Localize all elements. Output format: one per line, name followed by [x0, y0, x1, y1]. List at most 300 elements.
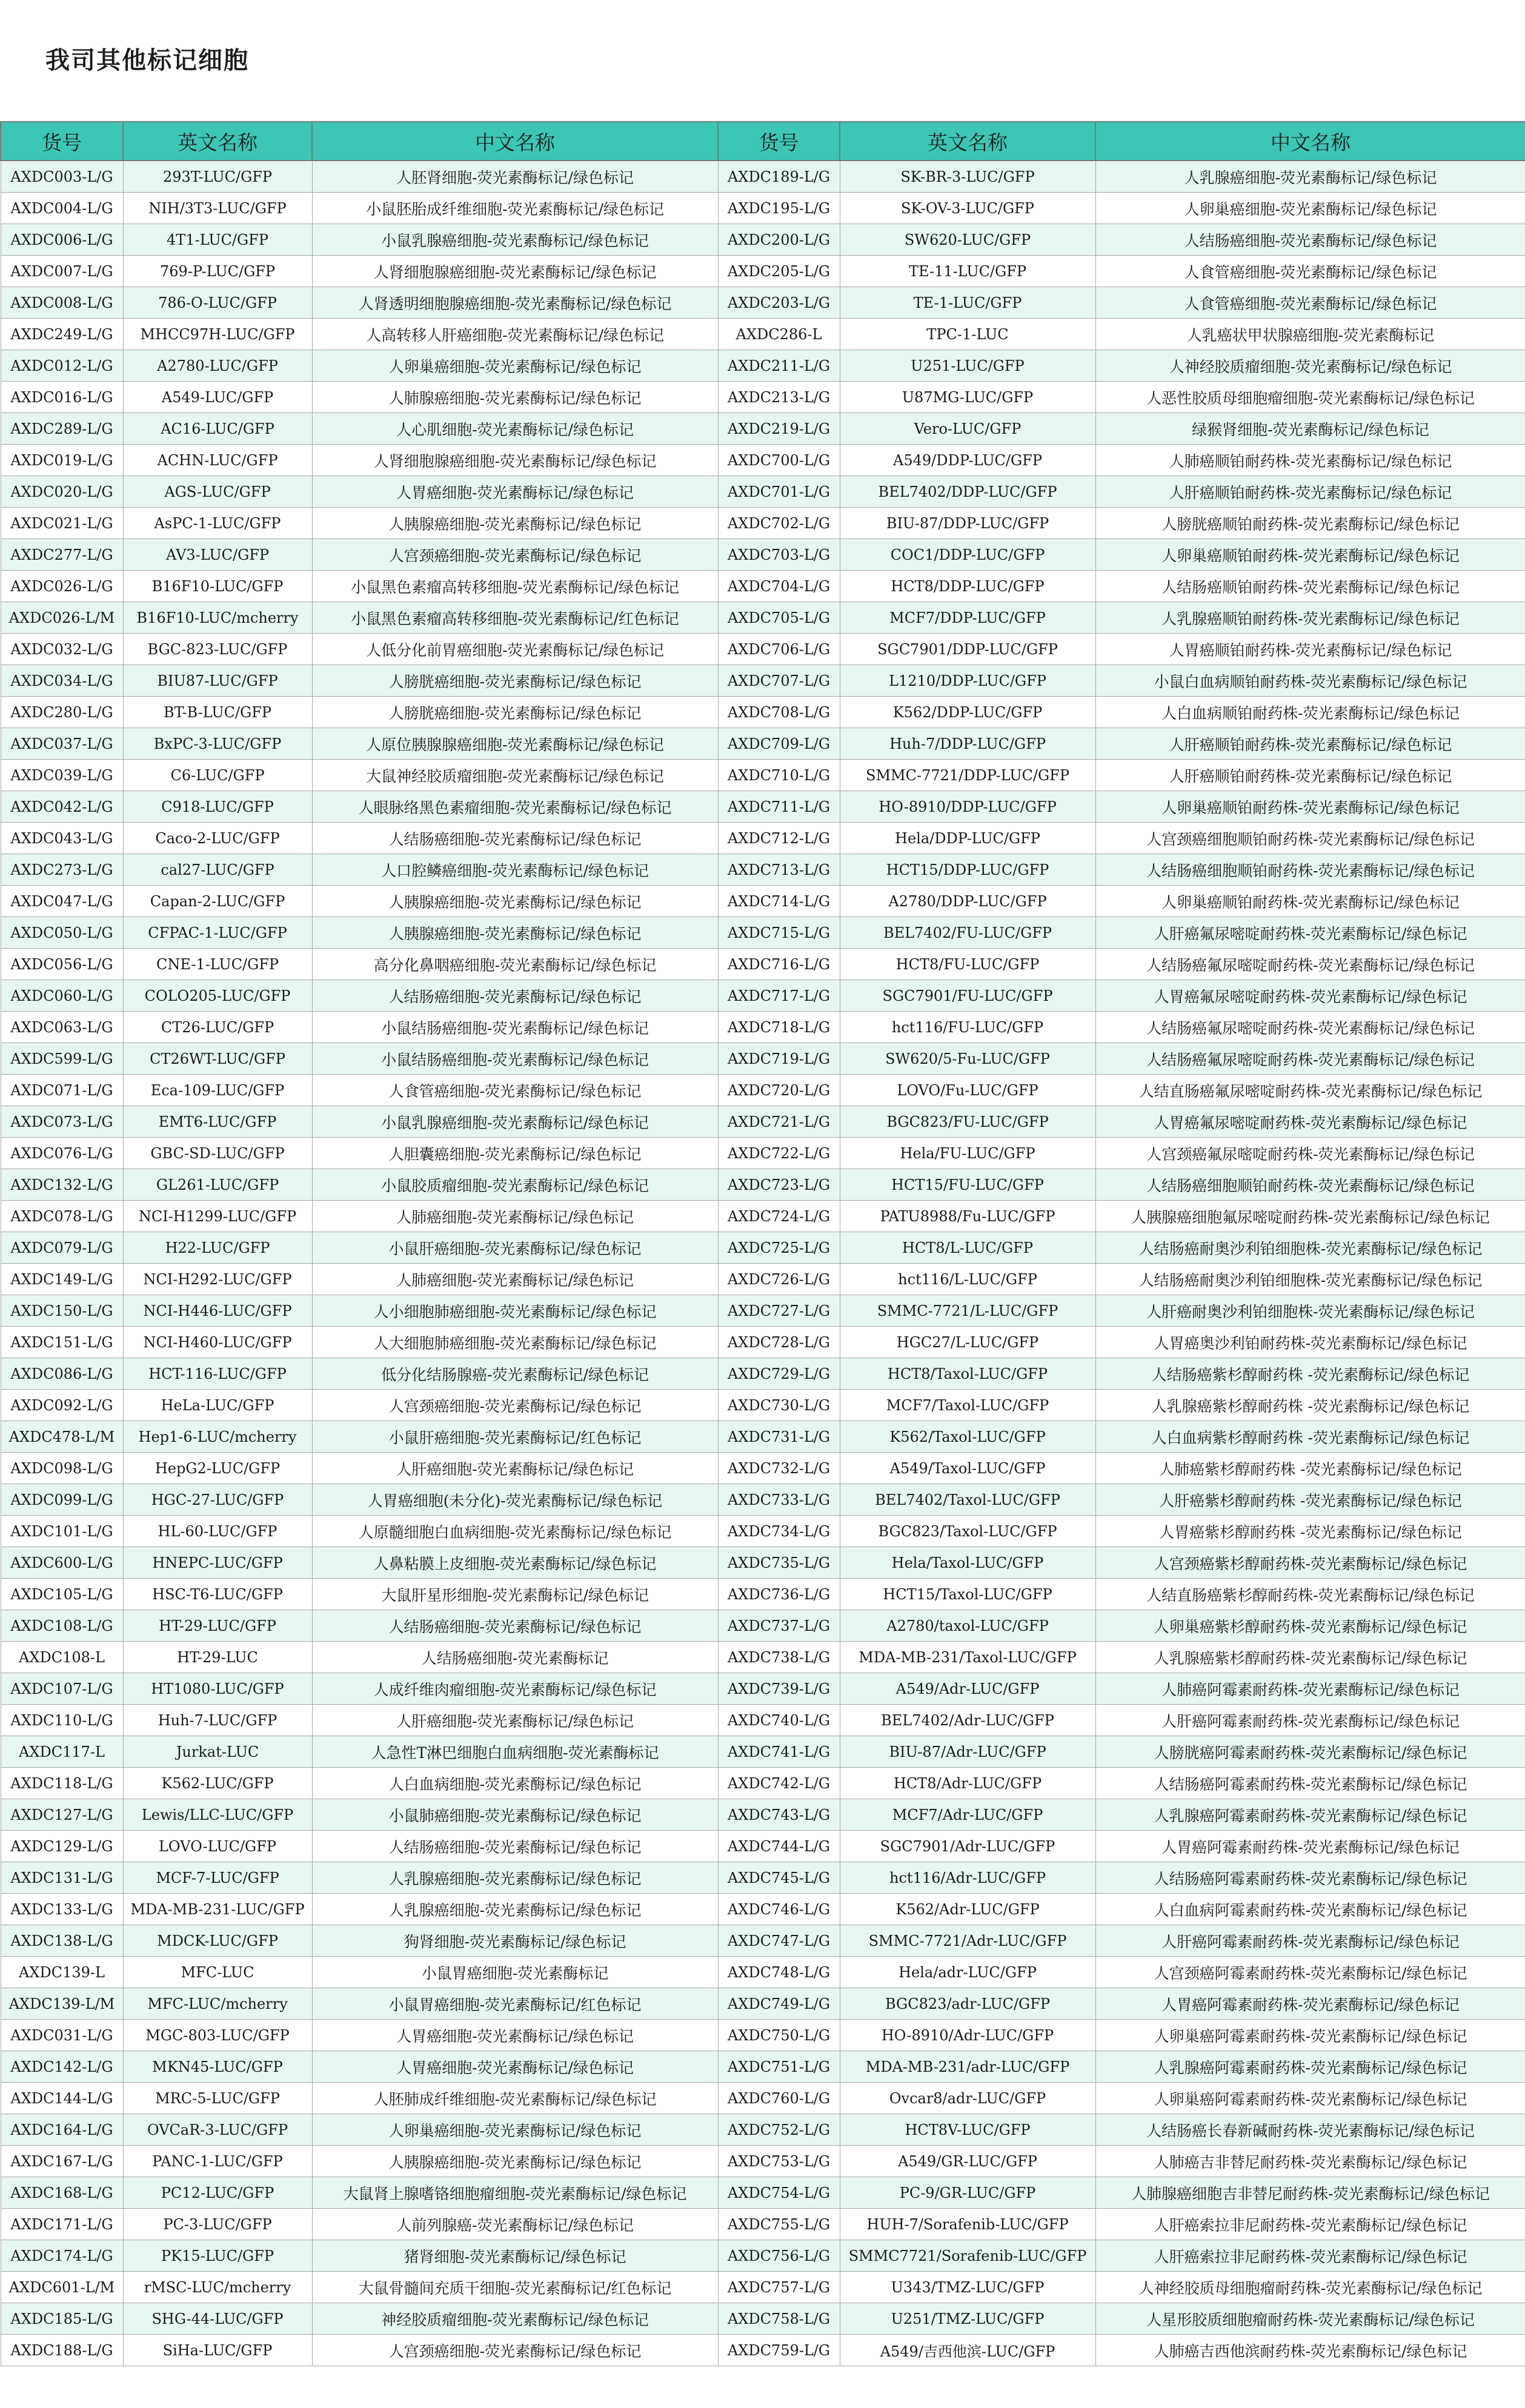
catalog-no-cell: AXDC098-L/G [1, 1453, 123, 1484]
chinese-name-cell: 小鼠黑色素瘤高转移细胞-荧光素酶标记/红色标记 [312, 602, 718, 634]
chinese-name-cell: 人卵巢癌细胞-荧光素酶标记/绿色标记 [312, 2114, 718, 2146]
english-name-cell: B16F10-LUC/mcherry [123, 602, 312, 634]
chinese-name-cell: 人原髓细胞白血病细胞-荧光素酶标记/绿色标记 [312, 1516, 718, 1547]
catalog-no-cell: AXDC205-L/G [718, 256, 840, 287]
chinese-name-cell: 人乳腺癌细胞-荧光素酶标记/绿色标记 [312, 1894, 718, 1925]
chinese-name-cell: 人结肠癌耐奥沙利铂细胞株-荧光素酶标记/绿色标记 [1095, 1232, 1525, 1264]
chinese-name-cell: 人白血病紫杉醇耐药株 -荧光素酶标记/绿色标记 [1095, 1421, 1525, 1453]
chinese-name-cell: 人胃癌细胞(未分化)-荧光素酶标记/绿色标记 [312, 1484, 718, 1516]
english-name-cell: HUH-7/Sorafenib-LUC/GFP [840, 2209, 1095, 2240]
table-row [1, 1516, 1525, 1547]
table-row [1, 1673, 1525, 1705]
english-name-cell: C6-LUC/GFP [123, 760, 312, 791]
english-name-cell: AsPC-1-LUC/GFP [123, 508, 312, 539]
chinese-name-cell: 人宫颈癌细胞-荧光素酶标记/绿色标记 [312, 1390, 718, 1421]
english-name-cell: HCT8V-LUC/GFP [840, 2114, 1095, 2146]
english-name-cell: cal27-LUC/GFP [123, 854, 312, 886]
english-name-cell: HCT15/FU-LUC/GFP [840, 1169, 1095, 1201]
english-name-cell: SW620/5-Fu-LUC/GFP [840, 1043, 1095, 1075]
catalog-no-cell: AXDC745-L/G [718, 1862, 840, 1894]
chinese-name-cell: 人膀胱癌阿霉素耐药株-荧光素酶标记/绿色标记 [1095, 1736, 1525, 1768]
catalog-no-cell: AXDC108-L/G [1, 1610, 123, 1642]
chinese-name-cell: 人卵巢癌紫杉醇耐药株-荧光素酶标记/绿色标记 [1095, 1610, 1525, 1642]
catalog-no-cell: AXDC733-L/G [718, 1484, 840, 1516]
catalog-no-cell: AXDC020-L/G [1, 476, 123, 508]
english-name-cell: HeLa-LUC/GFP [123, 1390, 312, 1421]
english-name-cell: SHG-44-LUC/GFP [123, 2303, 312, 2335]
catalog-no-cell: AXDC727-L/G [718, 1295, 840, 1327]
chinese-name-cell: 人宫颈癌氟尿嘧啶耐药株-荧光素酶标记/绿色标记 [1095, 1138, 1525, 1169]
chinese-name-cell: 人膀胱癌细胞-荧光素酶标记/绿色标记 [312, 697, 718, 728]
page-title: 我司其他标记细胞 [45, 47, 249, 75]
table-row [1, 886, 1525, 917]
catalog-no-cell: AXDC063-L/G [1, 1012, 123, 1043]
english-name-cell: MHCC97H-LUC/GFP [123, 319, 312, 350]
chinese-name-cell: 人神经胶质母细胞瘤耐药株-荧光素酶标记/绿色标记 [1095, 2272, 1525, 2303]
catalog-no-cell: AXDC167-L/G [1, 2146, 123, 2177]
chinese-name-cell: 人结肠癌细胞-荧光素酶标记/绿色标记 [312, 1610, 718, 1642]
catalog-no-cell: AXDC164-L/G [1, 2114, 123, 2146]
english-name-cell: HCT15/Taxol-LUC/GFP [840, 1579, 1095, 1610]
header-catalog-no-left: 货号 [1, 122, 123, 161]
english-name-cell: MCF-7-LUC/GFP [123, 1862, 312, 1894]
catalog-no-cell: AXDC107-L/G [1, 1673, 123, 1705]
chinese-name-cell: 人肺癌阿霉素耐药株-荧光素酶标记/绿色标记 [1095, 1673, 1525, 1705]
catalog-no-cell: AXDC722-L/G [718, 1138, 840, 1169]
chinese-name-cell: 人肺腺癌细胞-荧光素酶标记/绿色标记 [312, 382, 718, 413]
chinese-name-cell: 人胰腺癌细胞氟尿嘧啶耐药株-荧光素酶标记/绿色标记 [1095, 1201, 1525, 1232]
chinese-name-cell: 人白血病细胞-荧光素酶标记/绿色标记 [312, 1768, 718, 1799]
english-name-cell: CNE-1-LUC/GFP [123, 949, 312, 980]
english-name-cell: HCT8/FU-LUC/GFP [840, 949, 1095, 980]
english-name-cell: AC16-LUC/GFP [123, 413, 312, 445]
chinese-name-cell: 人结肠癌细胞-荧光素酶标记/绿色标记 [1095, 224, 1525, 256]
chinese-name-cell: 人小细胞肺癌细胞-荧光素酶标记/绿色标记 [312, 1295, 718, 1327]
catalog-no-cell: AXDC716-L/G [718, 949, 840, 980]
header-chinese-name-left: 中文名称 [312, 122, 718, 161]
table-row [1, 224, 1525, 256]
catalog-no-cell: AXDC756-L/G [718, 2240, 840, 2272]
catalog-no-cell: AXDC150-L/G [1, 1295, 123, 1327]
chinese-name-cell: 人肺癌吉西他滨耐药株-荧光素酶标记/绿色标记 [1095, 2335, 1525, 2366]
chinese-name-cell: 人神经胶质瘤细胞-荧光素酶标记/绿色标记 [1095, 350, 1525, 382]
catalog-no-cell: AXDC039-L/G [1, 760, 123, 791]
english-name-cell: SGC7901/Adr-LUC/GFP [840, 1831, 1095, 1862]
catalog-no-cell: AXDC705-L/G [718, 602, 840, 634]
chinese-name-cell: 人胃癌阿霉素耐药株-荧光素酶标记/绿色标记 [1095, 1831, 1525, 1862]
english-name-cell: 769-P-LUC/GFP [123, 256, 312, 287]
table-row [1, 319, 1525, 350]
catalog-no-cell: AXDC706-L/G [718, 634, 840, 665]
table-header-row [1, 122, 1525, 161]
table-row [1, 1736, 1525, 1768]
catalog-no-cell: AXDC736-L/G [718, 1579, 840, 1610]
table-row [1, 287, 1525, 319]
chinese-name-cell: 人大细胞肺癌细胞-荧光素酶标记/绿色标记 [312, 1327, 718, 1358]
catalog-no-cell: AXDC732-L/G [718, 1453, 840, 1484]
chinese-name-cell: 人结肠癌耐奥沙利铂细胞株-荧光素酶标记/绿色标记 [1095, 1264, 1525, 1295]
chinese-name-cell: 人肝癌耐奥沙利铂细胞株-荧光素酶标记/绿色标记 [1095, 1295, 1525, 1327]
chinese-name-cell: 人结肠癌细胞-荧光素酶标记/绿色标记 [312, 823, 718, 854]
chinese-name-cell: 人胃癌奥沙利铂耐药株-荧光素酶标记/绿色标记 [1095, 1327, 1525, 1358]
catalog-no-cell: AXDC078-L/G [1, 1201, 123, 1232]
chinese-name-cell: 人肝癌紫杉醇耐药株 -荧光素酶标记/绿色标记 [1095, 1484, 1525, 1516]
chinese-name-cell: 人胰腺癌细胞-荧光素酶标记/绿色标记 [312, 917, 718, 949]
chinese-name-cell: 绿猴肾细胞-荧光素酶标记/绿色标记 [1095, 413, 1525, 445]
chinese-name-cell: 小鼠乳腺癌细胞-荧光素酶标记/绿色标记 [312, 1106, 718, 1138]
english-name-cell: hct116/L-LUC/GFP [840, 1264, 1095, 1295]
english-name-cell: A549/Taxol-LUC/GFP [840, 1453, 1095, 1484]
catalog-no-cell: AXDC704-L/G [718, 571, 840, 602]
catalog-no-cell: AXDC006-L/G [1, 224, 123, 256]
table-row [1, 1799, 1525, 1831]
english-name-cell: K562-LUC/GFP [123, 1768, 312, 1799]
english-name-cell: NCI-H1299-LUC/GFP [123, 1201, 312, 1232]
chinese-name-cell: 大鼠肝星形细胞-荧光素酶标记/绿色标记 [312, 1579, 718, 1610]
catalog-no-cell: AXDC117-L [1, 1736, 123, 1768]
chinese-name-cell: 人卵巢癌阿霉素耐药株-荧光素酶标记/绿色标记 [1095, 2020, 1525, 2051]
english-name-cell: Lewis/LLC-LUC/GFP [123, 1799, 312, 1831]
catalog-no-cell: AXDC139-L/M [1, 1988, 123, 2020]
catalog-no-cell: AXDC086-L/G [1, 1358, 123, 1390]
table-row [1, 1264, 1525, 1295]
catalog-no-cell: AXDC718-L/G [718, 1012, 840, 1043]
cell-line-table-container [0, 121, 1525, 2366]
english-name-cell: SMMC-7721/Adr-LUC/GFP [840, 1925, 1095, 1957]
catalog-no-cell: AXDC755-L/G [718, 2209, 840, 2240]
chinese-name-cell: 人宫颈癌细胞顺铂耐药株-荧光素酶标记/绿色标记 [1095, 823, 1525, 854]
english-name-cell: A549-LUC/GFP [123, 382, 312, 413]
chinese-name-cell: 人肺腺癌细胞吉非替尼耐药株-荧光素酶标记/绿色标记 [1095, 2177, 1525, 2209]
table-row [1, 2335, 1525, 2366]
english-name-cell: Hela/DDP-LUC/GFP [840, 823, 1095, 854]
english-name-cell: BIU-87/DDP-LUC/GFP [840, 508, 1095, 539]
english-name-cell: MDA-MB-231/Taxol-LUC/GFP [840, 1642, 1095, 1673]
english-name-cell: OVCaR-3-LUC/GFP [123, 2114, 312, 2146]
english-name-cell: NCI-H292-LUC/GFP [123, 1264, 312, 1295]
english-name-cell: BGC-823-LUC/GFP [123, 634, 312, 665]
english-name-cell: PC-3-LUC/GFP [123, 2209, 312, 2240]
table-row [1, 2240, 1525, 2272]
chinese-name-cell: 人肺癌紫杉醇耐药株 -荧光素酶标记/绿色标记 [1095, 1453, 1525, 1484]
catalog-no-cell: AXDC019-L/G [1, 445, 123, 476]
catalog-no-cell: AXDC060-L/G [1, 980, 123, 1012]
table-row [1, 1421, 1525, 1453]
table-row [1, 445, 1525, 476]
catalog-no-cell: AXDC740-L/G [718, 1705, 840, 1736]
chinese-name-cell: 人结肠癌氟尿嘧啶耐药株-荧光素酶标记/绿色标记 [1095, 1012, 1525, 1043]
table-row [1, 1610, 1525, 1642]
english-name-cell: Vero-LUC/GFP [840, 413, 1095, 445]
english-name-cell: HCT8/L-LUC/GFP [840, 1232, 1095, 1264]
table-row [1, 823, 1525, 854]
catalog-no-cell: AXDC133-L/G [1, 1894, 123, 1925]
english-name-cell: MFC-LUC/mcherry [123, 1988, 312, 2020]
chinese-name-cell: 人胃癌阿霉素耐药株-荧光素酶标记/绿色标记 [1095, 1988, 1525, 2020]
catalog-no-cell: AXDC249-L/G [1, 319, 123, 350]
catalog-no-cell: AXDC700-L/G [718, 445, 840, 476]
chinese-name-cell: 人星形胶质细胞瘤耐药株-荧光素酶标记/绿色标记 [1095, 2303, 1525, 2335]
english-name-cell: K562/DDP-LUC/GFP [840, 697, 1095, 728]
catalog-no-cell: AXDC713-L/G [718, 854, 840, 886]
english-name-cell: TE-11-LUC/GFP [840, 256, 1095, 287]
catalog-no-cell: AXDC708-L/G [718, 697, 840, 728]
english-name-cell: SMMC-7721/DDP-LUC/GFP [840, 760, 1095, 791]
chinese-name-cell: 人宫颈癌细胞-荧光素酶标记/绿色标记 [312, 2335, 718, 2366]
chinese-name-cell: 人乳腺癌细胞-荧光素酶标记/绿色标记 [1095, 161, 1525, 193]
english-name-cell: U87MG-LUC/GFP [840, 382, 1095, 413]
english-name-cell: BGC823/FU-LUC/GFP [840, 1106, 1095, 1138]
table-row [1, 2083, 1525, 2114]
catalog-no-cell: AXDC004-L/G [1, 193, 123, 224]
english-name-cell: BIU87-LUC/GFP [123, 665, 312, 697]
table-row [1, 1358, 1525, 1390]
table-row [1, 1169, 1525, 1201]
catalog-no-cell: AXDC101-L/G [1, 1516, 123, 1547]
table-row [1, 161, 1525, 193]
catalog-no-cell: AXDC056-L/G [1, 949, 123, 980]
catalog-no-cell: AXDC286-L [718, 319, 840, 350]
chinese-name-cell: 人乳癌状甲状腺癌细胞-荧光素酶标记 [1095, 319, 1525, 350]
catalog-no-cell: AXDC731-L/G [718, 1421, 840, 1453]
english-name-cell: PC12-LUC/GFP [123, 2177, 312, 2209]
chinese-name-cell: 人食管癌细胞-荧光素酶标记/绿色标记 [1095, 256, 1525, 287]
english-name-cell: HCT8/DDP-LUC/GFP [840, 571, 1095, 602]
table-row [1, 1295, 1525, 1327]
english-name-cell: LOVO/Fu-LUC/GFP [840, 1075, 1095, 1106]
table-body [1, 161, 1525, 2366]
catalog-no-cell: AXDC092-L/G [1, 1390, 123, 1421]
catalog-no-cell: AXDC600-L/G [1, 1547, 123, 1579]
catalog-no-cell: AXDC108-L [1, 1642, 123, 1673]
catalog-no-cell: AXDC168-L/G [1, 2177, 123, 2209]
english-name-cell: AV3-LUC/GFP [123, 539, 312, 571]
catalog-no-cell: AXDC710-L/G [718, 760, 840, 791]
english-name-cell: TE-1-LUC/GFP [840, 287, 1095, 319]
catalog-no-cell: AXDC724-L/G [718, 1201, 840, 1232]
catalog-no-cell: AXDC213-L/G [718, 382, 840, 413]
chinese-name-cell: 人胃癌氟尿嘧啶耐药株-荧光素酶标记/绿色标记 [1095, 1106, 1525, 1138]
english-name-cell: A549/GR-LUC/GFP [840, 2146, 1095, 2177]
english-name-cell: AGS-LUC/GFP [123, 476, 312, 508]
english-name-cell: K562/Taxol-LUC/GFP [840, 1421, 1095, 1453]
header-english-name-left: 英文名称 [123, 122, 312, 161]
chinese-name-cell: 人胃癌顺铂耐药株-荧光素酶标记/绿色标记 [1095, 634, 1525, 665]
catalog-no-cell: AXDC110-L/G [1, 1705, 123, 1736]
chinese-name-cell: 小鼠结肠癌细胞-荧光素酶标记/绿色标记 [312, 1012, 718, 1043]
catalog-no-cell: AXDC748-L/G [718, 1957, 840, 1988]
chinese-name-cell: 人肝癌细胞-荧光素酶标记/绿色标记 [312, 1453, 718, 1484]
english-name-cell: BxPC-3-LUC/GFP [123, 728, 312, 760]
catalog-no-cell: AXDC723-L/G [718, 1169, 840, 1201]
english-name-cell: SMMC-7721/L-LUC/GFP [840, 1295, 1095, 1327]
catalog-no-cell: AXDC720-L/G [718, 1075, 840, 1106]
catalog-no-cell: AXDC751-L/G [718, 2051, 840, 2083]
catalog-no-cell: AXDC042-L/G [1, 791, 123, 823]
english-name-cell: Jurkat-LUC [123, 1736, 312, 1768]
catalog-no-cell: AXDC142-L/G [1, 2051, 123, 2083]
chinese-name-cell: 人低分化前胃癌细胞-荧光素酶标记/绿色标记 [312, 634, 718, 665]
chinese-name-cell: 人胃癌紫杉醇耐药株 -荧光素酶标记/绿色标记 [1095, 1516, 1525, 1547]
table-row [1, 980, 1525, 1012]
chinese-name-cell: 人结肠癌长春新碱耐药株-荧光素酶标记/绿色标记 [1095, 2114, 1525, 2146]
english-name-cell: BEL7402/Taxol-LUC/GFP [840, 1484, 1095, 1516]
english-name-cell: HGC-27-LUC/GFP [123, 1484, 312, 1516]
chinese-name-cell: 人肝癌阿霉素耐药株-荧光素酶标记/绿色标记 [1095, 1705, 1525, 1736]
english-name-cell: MCF7/DDP-LUC/GFP [840, 602, 1095, 634]
chinese-name-cell: 人肾细胞腺癌细胞-荧光素酶标记/绿色标记 [312, 256, 718, 287]
chinese-name-cell: 小鼠胃癌细胞-荧光素酶标记/红色标记 [312, 1988, 718, 2020]
catalog-no-cell: AXDC749-L/G [718, 1988, 840, 2020]
table-row [1, 1894, 1525, 1925]
chinese-name-cell: 狗肾细胞-荧光素酶标记/绿色标记 [312, 1925, 718, 1957]
catalog-no-cell: AXDC739-L/G [718, 1673, 840, 1705]
catalog-no-cell: AXDC746-L/G [718, 1894, 840, 1925]
chinese-name-cell: 人鼻粘膜上皮细胞-荧光素酶标记/绿色标记 [312, 1547, 718, 1579]
catalog-no-cell: AXDC139-L [1, 1957, 123, 1988]
catalog-no-cell: AXDC144-L/G [1, 2083, 123, 2114]
english-name-cell: MCF7/Taxol-LUC/GFP [840, 1390, 1095, 1421]
chinese-name-cell: 人结肠癌阿霉素耐药株-荧光素酶标记/绿色标记 [1095, 1768, 1525, 1799]
english-name-cell: HNEPC-LUC/GFP [123, 1547, 312, 1579]
chinese-name-cell: 人卵巢癌细胞-荧光素酶标记/绿色标记 [1095, 193, 1525, 224]
catalog-no-cell: AXDC714-L/G [718, 886, 840, 917]
table-row [1, 1642, 1525, 1673]
english-name-cell: CT26-LUC/GFP [123, 1012, 312, 1043]
chinese-name-cell: 人乳腺癌顺铂耐药株-荧光素酶标记/绿色标记 [1095, 602, 1525, 634]
table-row [1, 1043, 1525, 1075]
table-row [1, 697, 1525, 728]
catalog-no-cell: AXDC478-L/M [1, 1421, 123, 1453]
catalog-no-cell: AXDC753-L/G [718, 2146, 840, 2177]
chinese-name-cell: 神经胶质瘤细胞-荧光素酶标记/绿色标记 [312, 2303, 718, 2335]
table-row [1, 1831, 1525, 1862]
catalog-no-cell: AXDC071-L/G [1, 1075, 123, 1106]
table-row [1, 1988, 1525, 2020]
english-name-cell: MGC-803-LUC/GFP [123, 2020, 312, 2051]
chinese-name-cell: 人肝癌阿霉素耐药株-荧光素酶标记/绿色标记 [1095, 1925, 1525, 1957]
english-name-cell: Huh-7/DDP-LUC/GFP [840, 728, 1095, 760]
chinese-name-cell: 人胆囊癌细胞-荧光素酶标记/绿色标记 [312, 1138, 718, 1169]
table-row [1, 854, 1525, 886]
catalog-no-cell: AXDC151-L/G [1, 1327, 123, 1358]
catalog-no-cell: AXDC043-L/G [1, 823, 123, 854]
chinese-name-cell: 人卵巢癌顺铂耐药株-荧光素酶标记/绿色标记 [1095, 886, 1525, 917]
english-name-cell: LOVO-LUC/GFP [123, 1831, 312, 1862]
english-name-cell: Capan-2-LUC/GFP [123, 886, 312, 917]
catalog-no-cell: AXDC026-L/G [1, 571, 123, 602]
catalog-no-cell: AXDC759-L/G [718, 2335, 840, 2366]
english-name-cell: L1210/DDP-LUC/GFP [840, 665, 1095, 697]
catalog-no-cell: AXDC743-L/G [718, 1799, 840, 1831]
chinese-name-cell: 人结肠癌细胞-荧光素酶标记/绿色标记 [312, 980, 718, 1012]
table-row [1, 508, 1525, 539]
english-name-cell: U343/TMZ-LUC/GFP [840, 2272, 1095, 2303]
chinese-name-cell: 人胚肾细胞-荧光素酶标记/绿色标记 [312, 161, 718, 193]
chinese-name-cell: 小鼠乳腺癌细胞-荧光素酶标记/绿色标记 [312, 224, 718, 256]
catalog-no-cell: AXDC203-L/G [718, 287, 840, 319]
english-name-cell: Hela/Taxol-LUC/GFP [840, 1547, 1095, 1579]
catalog-no-cell: AXDC008-L/G [1, 287, 123, 319]
chinese-name-cell: 人高转移人肝癌细胞-荧光素酶标记/绿色标记 [312, 319, 718, 350]
catalog-no-cell: AXDC703-L/G [718, 539, 840, 571]
english-name-cell: GL261-LUC/GFP [123, 1169, 312, 1201]
chinese-name-cell: 人结直肠癌紫杉醇耐药株-荧光素酶标记/绿色标记 [1095, 1579, 1525, 1610]
english-name-cell: MKN45-LUC/GFP [123, 2051, 312, 2083]
chinese-name-cell: 大鼠肾上腺嗜铬细胞瘤细胞-荧光素酶标记/绿色标记 [312, 2177, 718, 2209]
chinese-name-cell: 人乳腺癌细胞-荧光素酶标记/绿色标记 [312, 1862, 718, 1894]
chinese-name-cell: 人食管癌细胞-荧光素酶标记/绿色标记 [312, 1075, 718, 1106]
english-name-cell: MRC-5-LUC/GFP [123, 2083, 312, 2114]
catalog-no-cell: AXDC599-L/G [1, 1043, 123, 1075]
catalog-no-cell: AXDC729-L/G [718, 1358, 840, 1390]
chinese-name-cell: 人结肠癌顺铂耐药株-荧光素酶标记/绿色标记 [1095, 571, 1525, 602]
catalog-no-cell: AXDC737-L/G [718, 1610, 840, 1642]
chinese-name-cell: 人胰腺癌细胞-荧光素酶标记/绿色标记 [312, 886, 718, 917]
english-name-cell: rMSC-LUC/mcherry [123, 2272, 312, 2303]
english-name-cell: 4T1-LUC/GFP [123, 224, 312, 256]
chinese-name-cell: 人肺癌细胞-荧光素酶标记/绿色标记 [312, 1201, 718, 1232]
chinese-name-cell: 人恶性胶质母细胞瘤细胞-荧光素酶标记/绿色标记 [1095, 382, 1525, 413]
chinese-name-cell: 人胃癌氟尿嘧啶耐药株-荧光素酶标记/绿色标记 [1095, 980, 1525, 1012]
table-row [1, 1547, 1525, 1579]
chinese-name-cell: 小鼠肺癌细胞-荧光素酶标记/绿色标记 [312, 1799, 718, 1831]
english-name-cell: A549/DDP-LUC/GFP [840, 445, 1095, 476]
chinese-name-cell: 人乳腺癌紫杉醇耐药株-荧光素酶标记/绿色标记 [1095, 1642, 1525, 1673]
header-chinese-name-right: 中文名称 [1095, 122, 1525, 161]
catalog-no-cell: AXDC707-L/G [718, 665, 840, 697]
english-name-cell: BT-B-LUC/GFP [123, 697, 312, 728]
table-row [1, 728, 1525, 760]
catalog-no-cell: AXDC195-L/G [718, 193, 840, 224]
english-name-cell: U251-LUC/GFP [840, 350, 1095, 382]
table-row [1, 1012, 1525, 1043]
chinese-name-cell: 人急性T淋巴细胞白血病细胞-荧光素酶标记 [312, 1736, 718, 1768]
chinese-name-cell: 小鼠胚胎成纤维细胞-荧光素酶标记/绿色标记 [312, 193, 718, 224]
english-name-cell: Hela/FU-LUC/GFP [840, 1138, 1095, 1169]
table-row [1, 1232, 1525, 1264]
catalog-no-cell: AXDC735-L/G [718, 1547, 840, 1579]
english-name-cell: GBC-SD-LUC/GFP [123, 1138, 312, 1169]
catalog-no-cell: AXDC744-L/G [718, 1831, 840, 1862]
table-row [1, 2209, 1525, 2240]
chinese-name-cell: 人食管癌细胞-荧光素酶标记/绿色标记 [1095, 287, 1525, 319]
chinese-name-cell: 人原位胰腺腺癌细胞-荧光素酶标记/绿色标记 [312, 728, 718, 760]
english-name-cell: SMMC7721/Sorafenib-LUC/GFP [840, 2240, 1095, 2272]
english-name-cell: HCT8/Adr-LUC/GFP [840, 1768, 1095, 1799]
english-name-cell: MCF7/Adr-LUC/GFP [840, 1799, 1095, 1831]
catalog-no-cell: AXDC747-L/G [718, 1925, 840, 1957]
chinese-name-cell: 人肾细胞腺癌细胞-荧光素酶标记/绿色标记 [312, 445, 718, 476]
english-name-cell: BEL7402/Adr-LUC/GFP [840, 1705, 1095, 1736]
chinese-name-cell: 小鼠结肠癌细胞-荧光素酶标记/绿色标记 [312, 1043, 718, 1075]
catalog-no-cell: AXDC728-L/G [718, 1327, 840, 1358]
english-name-cell: HO-8910/DDP-LUC/GFP [840, 791, 1095, 823]
catalog-no-cell: AXDC079-L/G [1, 1232, 123, 1264]
english-name-cell: PC-9/GR-LUC/GFP [840, 2177, 1095, 2209]
english-name-cell: HT1080-LUC/GFP [123, 1673, 312, 1705]
catalog-no-cell: AXDC138-L/G [1, 1925, 123, 1957]
english-name-cell: A2780/DDP-LUC/GFP [840, 886, 1095, 917]
english-name-cell: hct116/Adr-LUC/GFP [840, 1862, 1095, 1894]
catalog-no-cell: AXDC758-L/G [718, 2303, 840, 2335]
chinese-name-cell: 人卵巢癌顺铂耐药株-荧光素酶标记/绿色标记 [1095, 791, 1525, 823]
catalog-no-cell: AXDC099-L/G [1, 1484, 123, 1516]
catalog-no-cell: AXDC047-L/G [1, 886, 123, 917]
chinese-name-cell: 人结肠癌细胞顺铂耐药株-荧光素酶标记/绿色标记 [1095, 1169, 1525, 1201]
english-name-cell: Hep1-6-LUC/mcherry [123, 1421, 312, 1453]
table-row [1, 1138, 1525, 1169]
